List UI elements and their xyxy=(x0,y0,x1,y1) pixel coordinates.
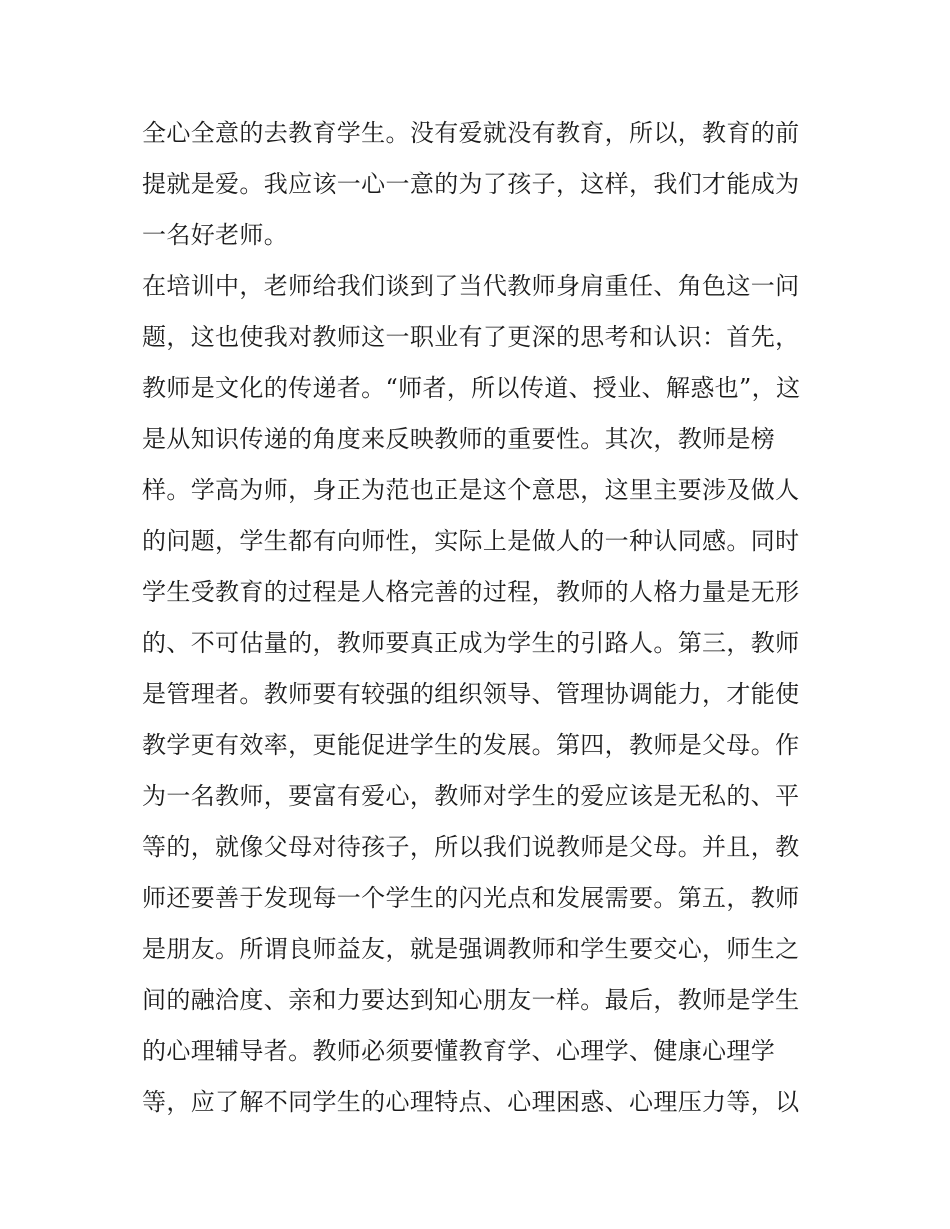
text-line: 学生受教育的过程是人格完善的过程，教师的人格力量是无形 xyxy=(142,578,800,606)
text-line: 等，应了解不同学生的心理特点、心理困惑、心理压力等，以 xyxy=(142,1088,800,1116)
text-line: 题，这也使我对教师这一职业有了更深的思考和认识：首先， xyxy=(142,323,800,351)
text-line: 在培训中，老师给我们谈到了当代教师身肩重任、角色这一问 xyxy=(142,272,800,300)
text-line: 一名好老师。 xyxy=(142,221,289,249)
text-line: 是朋友。所谓良师益友，就是强调教师和学生要交心，师生之 xyxy=(142,935,800,963)
text-line: 师还要善于发现每一个学生的闪光点和发展需要。第五，教师 xyxy=(142,884,800,912)
text-line: 为一名教师，要富有爱心，教师对学生的爱应该是无私的、平 xyxy=(142,782,800,810)
text-line: 提就是爱。我应该一心一意的为了孩子，这样，我们才能成为 xyxy=(142,170,800,198)
text-line: 教师是文化的传递者。“师者，所以传道、授业、解惑也”，这 xyxy=(142,374,801,402)
body-text xyxy=(142,108,812,1128)
text-line: 教学更有效率，更能促进学生的发展。第四，教师是父母。作 xyxy=(142,731,800,759)
text-line: 是从知识传递的角度来反映教师的重要性。其次，教师是榜 xyxy=(142,425,776,453)
text-line: 全心全意的去教育学生。没有爱就没有教育，所以，教育的前 xyxy=(142,119,800,147)
text-line: 等的，就像父母对待孩子，所以我们说教师是父母。并且，教 xyxy=(142,833,800,861)
text-line: 的心理辅导者。教师必须要懂教育学、心理学、健康心理学 xyxy=(142,1037,776,1065)
text-line: 的、不可估量的，教师要真正成为学生的引路人。第三，教师 xyxy=(142,629,800,657)
text-line: 是管理者。教师要有较强的组织领导、管理协调能力，才能使 xyxy=(142,680,800,708)
text-line: 的问题，学生都有向师性，实际上是做人的一种认同感。同时 xyxy=(142,527,800,555)
text-line: 样。学高为师，身正为范也正是这个意思，这里主要涉及做人 xyxy=(142,476,800,504)
text-line: 间的融洽度、亲和力要达到知心朋友一样。最后，教师是学生 xyxy=(142,986,800,1014)
